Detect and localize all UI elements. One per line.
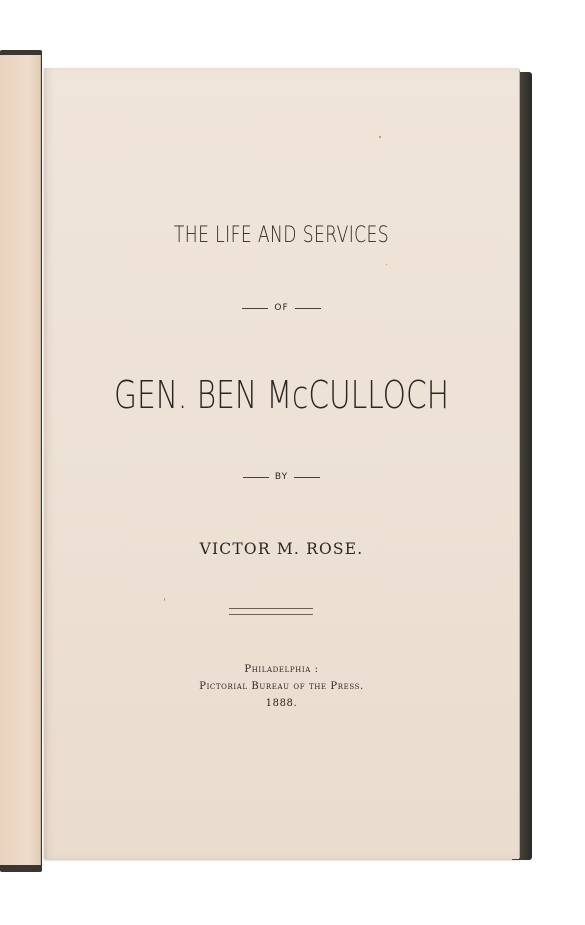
title-page — [44, 68, 519, 859]
imprint-place: Philadelphia : — [244, 664, 319, 675]
paper-speck — [164, 598, 165, 601]
paper-speck — [379, 136, 381, 138]
title-line: THE LIFE AND SERVICES — [173, 223, 390, 248]
double-rule-divider — [229, 608, 313, 615]
rule-right — [295, 308, 321, 309]
imprint-year: 1888. — [265, 698, 298, 709]
rule-left — [243, 477, 269, 478]
rule-right — [294, 477, 320, 478]
imprint-publisher: Pictorial Bureau of the Press. — [199, 681, 364, 692]
of-word: OF — [274, 303, 289, 313]
author-name: VICTOR M. ROSE. — [199, 540, 364, 558]
by-separator — [44, 472, 519, 482]
of-separator — [44, 303, 519, 313]
rule-left — [242, 308, 268, 309]
subject-name: GEN. BEN McCULLOCH — [114, 373, 449, 417]
by-word: BY — [274, 472, 289, 482]
flyleaf — [0, 55, 41, 865]
paper-speck — [386, 264, 387, 265]
